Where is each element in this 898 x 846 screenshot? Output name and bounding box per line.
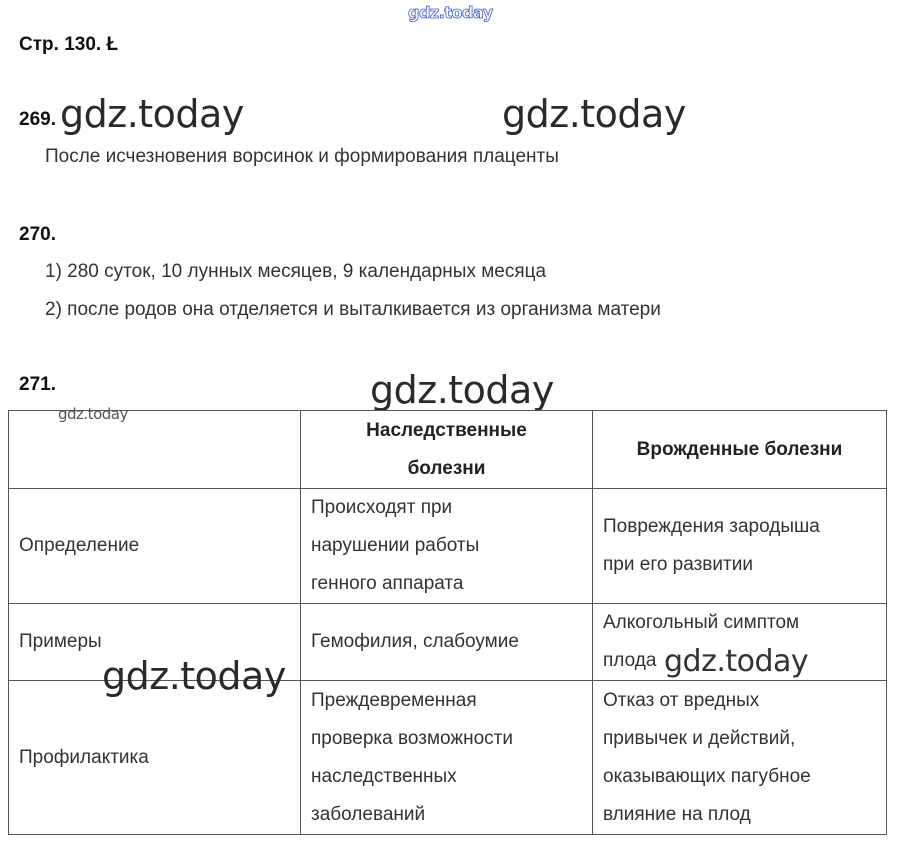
table-header-congenital: Врожденные болезни [593, 411, 887, 489]
row-label-prevention: Профилактика [9, 681, 301, 835]
diseases-table [8, 410, 887, 835]
watermark-3: gdz.today [370, 368, 554, 412]
cell-hereditary-examples: Гемофилия, слабоумие [301, 604, 593, 681]
watermark-top: gdz.today [408, 3, 493, 22]
question-269-answer: После исчезновения ворсинок и формирования плаценты [45, 146, 559, 167]
table-row [9, 489, 887, 604]
table-header-row [9, 411, 887, 489]
cell-congenital-examples: Алкогольный симптом плода [593, 604, 887, 681]
question-270-answer-1: 1) 280 суток, 10 лунных месяцев, 9 календарных месяца [45, 261, 547, 282]
watermark-6: gdz.today [664, 644, 809, 679]
table-row [9, 681, 887, 835]
cell-hereditary-prevention: Преждевременная проверка возможности наследственных заболеваний [301, 681, 593, 835]
watermark-1: gdz.today [60, 92, 244, 136]
cell-hereditary-definition: Происходят при нарушении работы генного аппарата [301, 489, 593, 604]
row-label-examples: Примеры [9, 604, 301, 681]
table-header-hereditary: Наследственные болезни [301, 411, 593, 489]
question-270-answer-2: 2) после родов она отделяется и выталкивается из организма матери [45, 299, 661, 320]
watermark-4: gdz.today [58, 405, 128, 423]
watermark-2: gdz.today [502, 92, 686, 136]
cell-congenital-definition: Повреждения зародыша при его развитии [593, 489, 887, 604]
watermark-5: gdz.today [102, 654, 286, 698]
page-reference: Стр. 130. Ł [19, 34, 119, 55]
question-269-number: 269. [19, 109, 56, 130]
cell-congenital-prevention: Отказ от вредных привычек и действий, оказывающих пагубное влияние на плод [593, 681, 887, 835]
table-header-empty [9, 411, 301, 489]
question-270-number: 270. [19, 224, 56, 245]
question-271-number: 271. [19, 374, 56, 395]
row-label-definition: Определение [9, 489, 301, 604]
